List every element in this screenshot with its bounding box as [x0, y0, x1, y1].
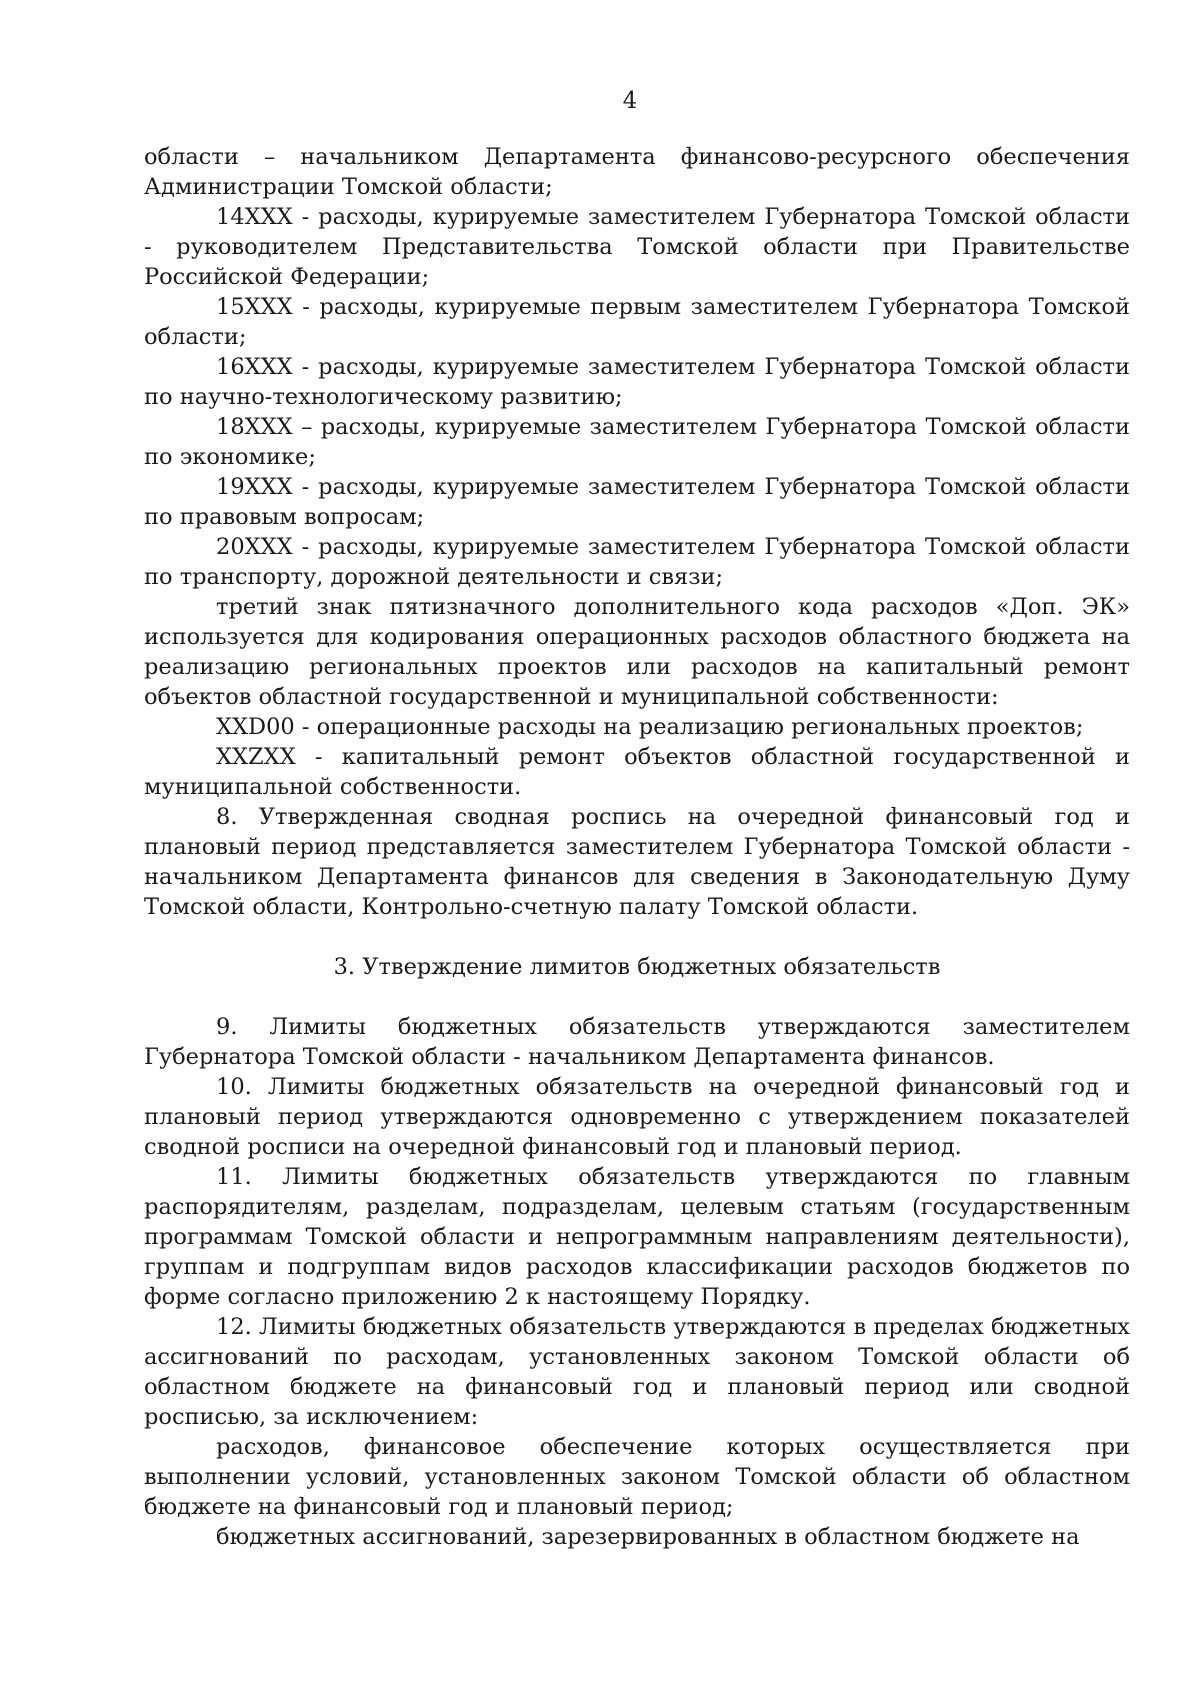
- paragraph-item-11: 11. Лимиты бюджетных обязательств утверждаются по главным распорядителям, разделам, подразделам, целевым статьям (государственным программам Томской области и непрограммным направлениям деятельности), группам и подгруппам видов расходов классификации расходов бюджетов по форме согласно приложению 2 к настоящему Порядку.: [144, 1164, 1130, 1310]
- paragraph-code-20xxx: 20XXX - расходы, курируемые заместителем Губернатора Томской области по транспорту, дорожной деятельности и связи;: [144, 534, 1130, 590]
- page-number: 4: [622, 88, 638, 114]
- paragraph-item-12: 12. Лимиты бюджетных обязательств утверждаются в пределах бюджетных ассигнований по расходам, установленных законом Томской области об областном бюджете на финансовый год и плановый период или сводной росписью, за исключением:: [144, 1314, 1130, 1430]
- paragraph-code-14xxx: 14XXX - расходы, курируемые заместителем Губернатора Томской области - руководителем Представительства Томской области при Правительстве Российской Федерации;: [144, 204, 1130, 290]
- paragraph-item-8: 8. Утвержденная сводная роспись на очередной финансовый год и плановый период представляется заместителем Губернатора Томской области - начальником Департамента финансов для сведения в Законодательную Думу Томской области, Контрольно-счетную палату Томской области.: [144, 804, 1130, 920]
- paragraph-code-15xxx: 15XXX - расходы, курируемые первым заместителем Губернатора Томской области;: [144, 294, 1130, 350]
- paragraph-code-xxd00: XXD00 - операционные расходы на реализацию региональных проектов;: [216, 714, 1084, 740]
- paragraph-code-16xxx: 16XXX - расходы, курируемые заместителем Губернатора Томской области по научно-технологическому развитию;: [144, 354, 1130, 410]
- paragraph-code-18xxx: 18XXX – расходы, курируемые заместителем Губернатора Томской области по экономике;: [144, 414, 1130, 470]
- paragraph-code-xxzxx: XXZXX - капитальный ремонт объектов областной государственной и муниципальной собственности.: [144, 744, 1130, 800]
- paragraph-code-19xxx: 19XXX - расходы, курируемые заместителем Губернатора Томской области по правовым вопросам;: [144, 474, 1130, 530]
- paragraph-third-sign: третий знак пятизначного дополнительного кода расходов «Доп. ЭК» используется для кодирования операционных расходов областного бюджета на реализацию региональных проектов или расходов на капитальный ремонт объектов областной государственной и муниципальной собственности:: [144, 594, 1130, 710]
- paragraph-exception-1: расходов, финансовое обеспечение которых осуществляется при выполнении условий, установленных законом Томской области об областном бюджете на финансовый год и плановый период;: [144, 1434, 1130, 1520]
- paragraph-item-10: 10. Лимиты бюджетных обязательств на очередной финансовый год и плановый период утверждаются одновременно с утверждением показателей сводной росписи на очередной финансовый год и плановый период.: [144, 1074, 1130, 1160]
- paragraph-exception-2: бюджетных ассигнований, зарезервированных в областном бюджете на: [216, 1524, 1080, 1550]
- document-body: [144, 142, 1130, 1552]
- paragraph-item-9: 9. Лимиты бюджетных обязательств утверждаются заместителем Губернатора Томской области - начальником Департамента финансов.: [144, 1014, 1130, 1070]
- paragraph-continuation: области – начальником Департамента финансово-ресурсного обеспечения Администрации Томской области;: [144, 144, 1130, 200]
- section-heading: 3. Утверждение лимитов бюджетных обязательств: [333, 954, 941, 980]
